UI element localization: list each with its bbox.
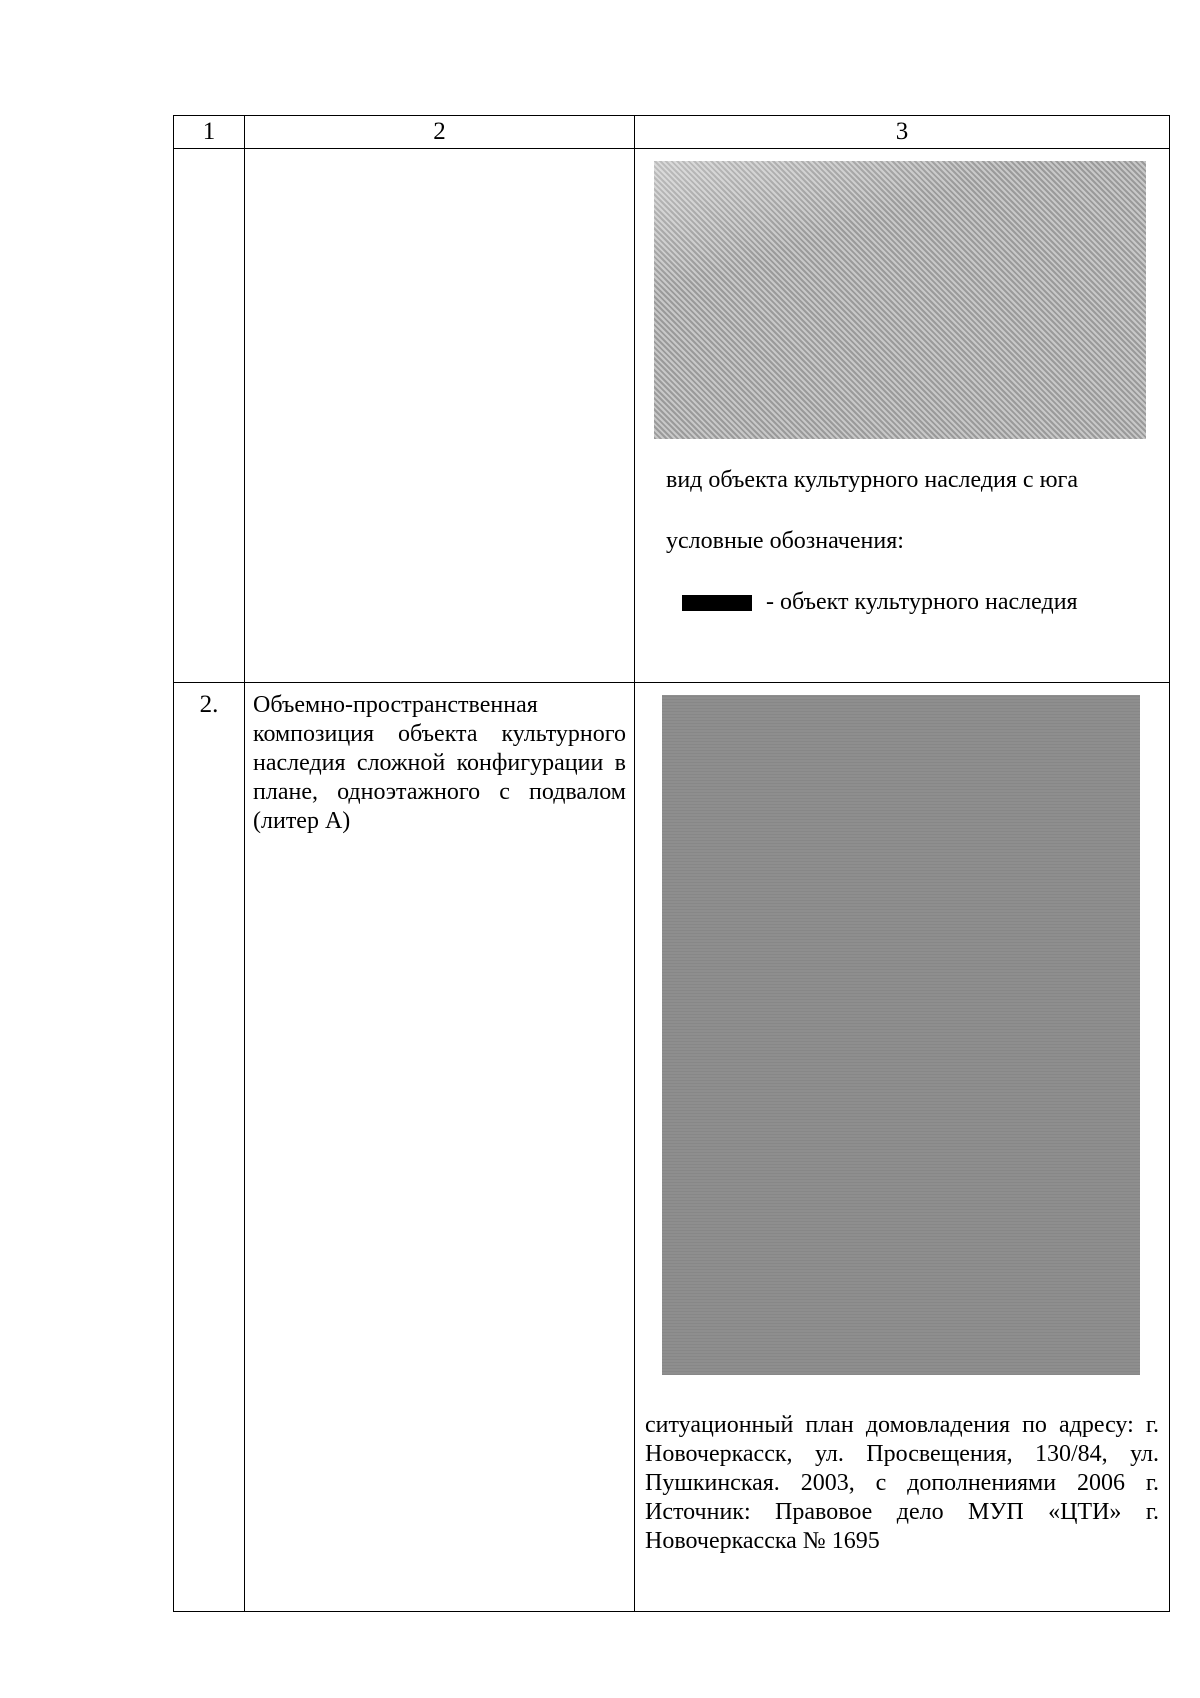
table-row [174, 149, 1170, 683]
photo-caption: вид объекта культурного наследия с юга [666, 467, 1079, 493]
aerial-photo [654, 161, 1146, 439]
content-table [173, 115, 1170, 1612]
row-description-cell: Объемно-пространственная композиция объекта культурного наследия сложной конфигурации в плане, одноэтажного с подвалом (литер А) [245, 683, 635, 1612]
table-header-row [174, 116, 1170, 149]
situation-plan-image [662, 695, 1140, 1375]
row-number-cell: 2. [174, 683, 245, 1612]
header-cell-3: 3 [635, 116, 1170, 149]
plan-caption: ситуационный план домовладения по адресу: г. Новочеркасск, ул. Просвещения, 130/84, ул. Пушкинская. 2003, с дополнениями 2006 г. Источник: Правовое дело МУП «ЦТИ» г. Новочеркасска № 1695 [645, 1412, 1159, 1554]
legend-swatch [682, 595, 752, 611]
row-number-cell [174, 149, 245, 683]
row-description-cell [245, 149, 635, 683]
row-image-cell [635, 683, 1170, 1612]
header-cell-1: 1 [174, 116, 245, 149]
legend-item-label: - объект культурного наследия [766, 589, 1078, 615]
legend-title: условные обозначения: [666, 528, 904, 554]
header-cell-2: 2 [245, 116, 635, 149]
table-row [174, 683, 1170, 1612]
legend-item [654, 589, 1169, 616]
row-image-cell [635, 149, 1170, 683]
